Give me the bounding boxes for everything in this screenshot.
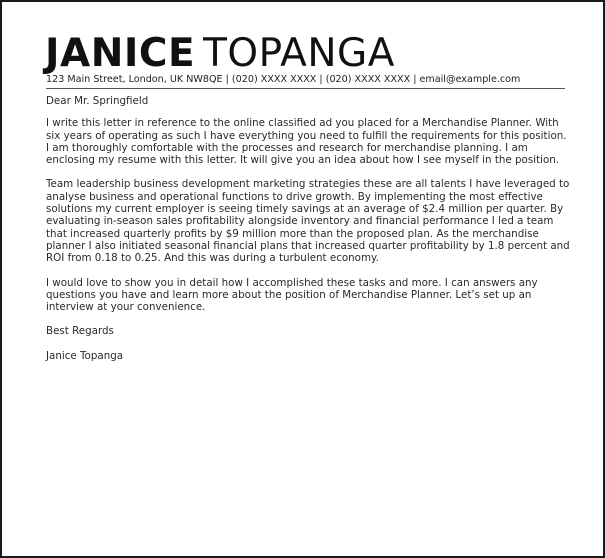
signature: Janice Topanga [46,349,124,362]
greeting: Dear Mr. Springfield [46,95,149,107]
closing: Best Regards [46,325,114,338]
paragraph-3: I would love to show you in detail how I accomplished these tasks and more. I can answers any questions you have and learn more about the position of Merchandise Planner. Let’s set up an interview at your convenience. [46,276,538,314]
paragraph-2: Team leadership business development marketing strategies these are all talents I have leveraged to analyse business and operational functions to drive growth. By implementing the most effective solutions my current employer is seeing timely savings at an average of $2.4 million per quarter. By evaluating in-season sales profitability alongside inventory and financial performance I led a team that increased quarterly profits by $9 million more than the proposed plan. As the merchandise planner I also initiated seasonal financial plans that increased quarter profitability by 1.8 percent and ROI from 0.18 to 0.25. And this was during a turbulent economy. [46,178,570,265]
paragraph-1: I write this letter in reference to the online classified ad you placed for a Merchandise Planner. With six years of operating as such I have everything you need to fulfill the requirements for this position. I am thoroughly comfortable with the processes and research for merchandise planning. I am enclosing my resume with this letter. It will give you an idea about how I see myself in the position. [46,117,567,167]
last-name: TOPANGA [203,31,395,76]
contact-line: 123 Main Street, London, UK NW8QE | (020) XXXX XXXX | (020) XXXX XXXX | email@example.com [46,74,521,85]
letterhead-name [45,32,395,76]
letter-body [46,95,571,362]
first-name: JANICE [45,31,196,76]
header-divider [46,88,565,89]
